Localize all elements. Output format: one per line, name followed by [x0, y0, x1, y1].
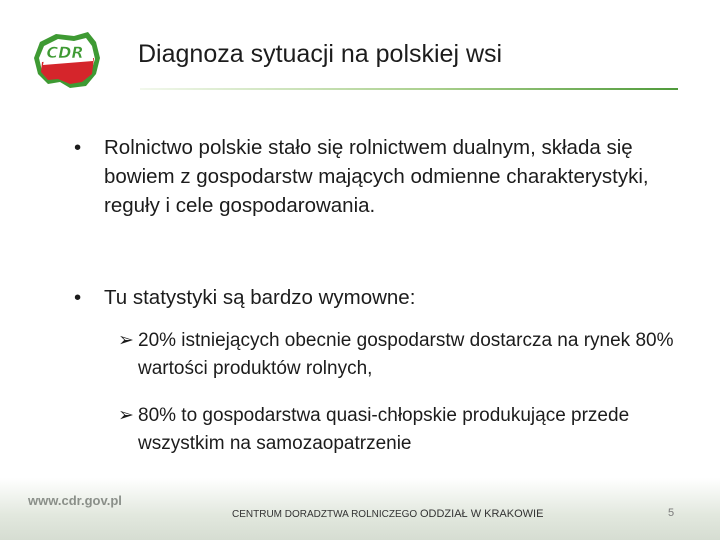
bullet-item-2	[74, 283, 714, 315]
cdr-logo	[30, 28, 104, 94]
page-number: 5	[668, 507, 675, 519]
bullet-item-1	[74, 133, 714, 253]
slide-title: Diagnoza sytuacji na polskiej wsi	[138, 40, 503, 68]
arrow-bullet-icon: ➢	[118, 330, 134, 351]
logo-text: CDR	[46, 43, 84, 62]
sub-bullet-item-2	[118, 402, 708, 462]
sub-bullet-text: 20% istniejących obecnie gospodarstw dostarcza na rynek 80% wartości produktów rolnych,	[138, 330, 674, 379]
bullet-text: Tu statystyki są bardzo wymowne:	[104, 286, 416, 309]
arrow-bullet-icon: ➢	[118, 405, 134, 426]
sub-bullet-item-1	[118, 327, 708, 387]
sub-bullet-text: 80% to gospodarstwa quasi-chłopskie produkujące przede wszystkim na samozaopatrzenie	[138, 405, 630, 454]
footer-url: www.cdr.gov.pl	[28, 493, 122, 508]
bullet-text: Rolnictwo polskie stało się rolnictwem dualnym, składa się bowiem z gospodarstw mających odmienne charakterystyki, reguły i cele gospodarowania.	[104, 136, 649, 217]
bullet-dot-icon: •	[74, 136, 82, 159]
footer-organization	[232, 508, 543, 520]
bullet-dot-icon: •	[74, 286, 82, 309]
footer-office-name: ODDZIAŁ W KRAKOWIE	[419, 508, 544, 520]
footer-org-name: CENTRUM DORADZTWA ROLNICZEGO	[232, 509, 418, 520]
title-underline	[140, 88, 678, 90]
